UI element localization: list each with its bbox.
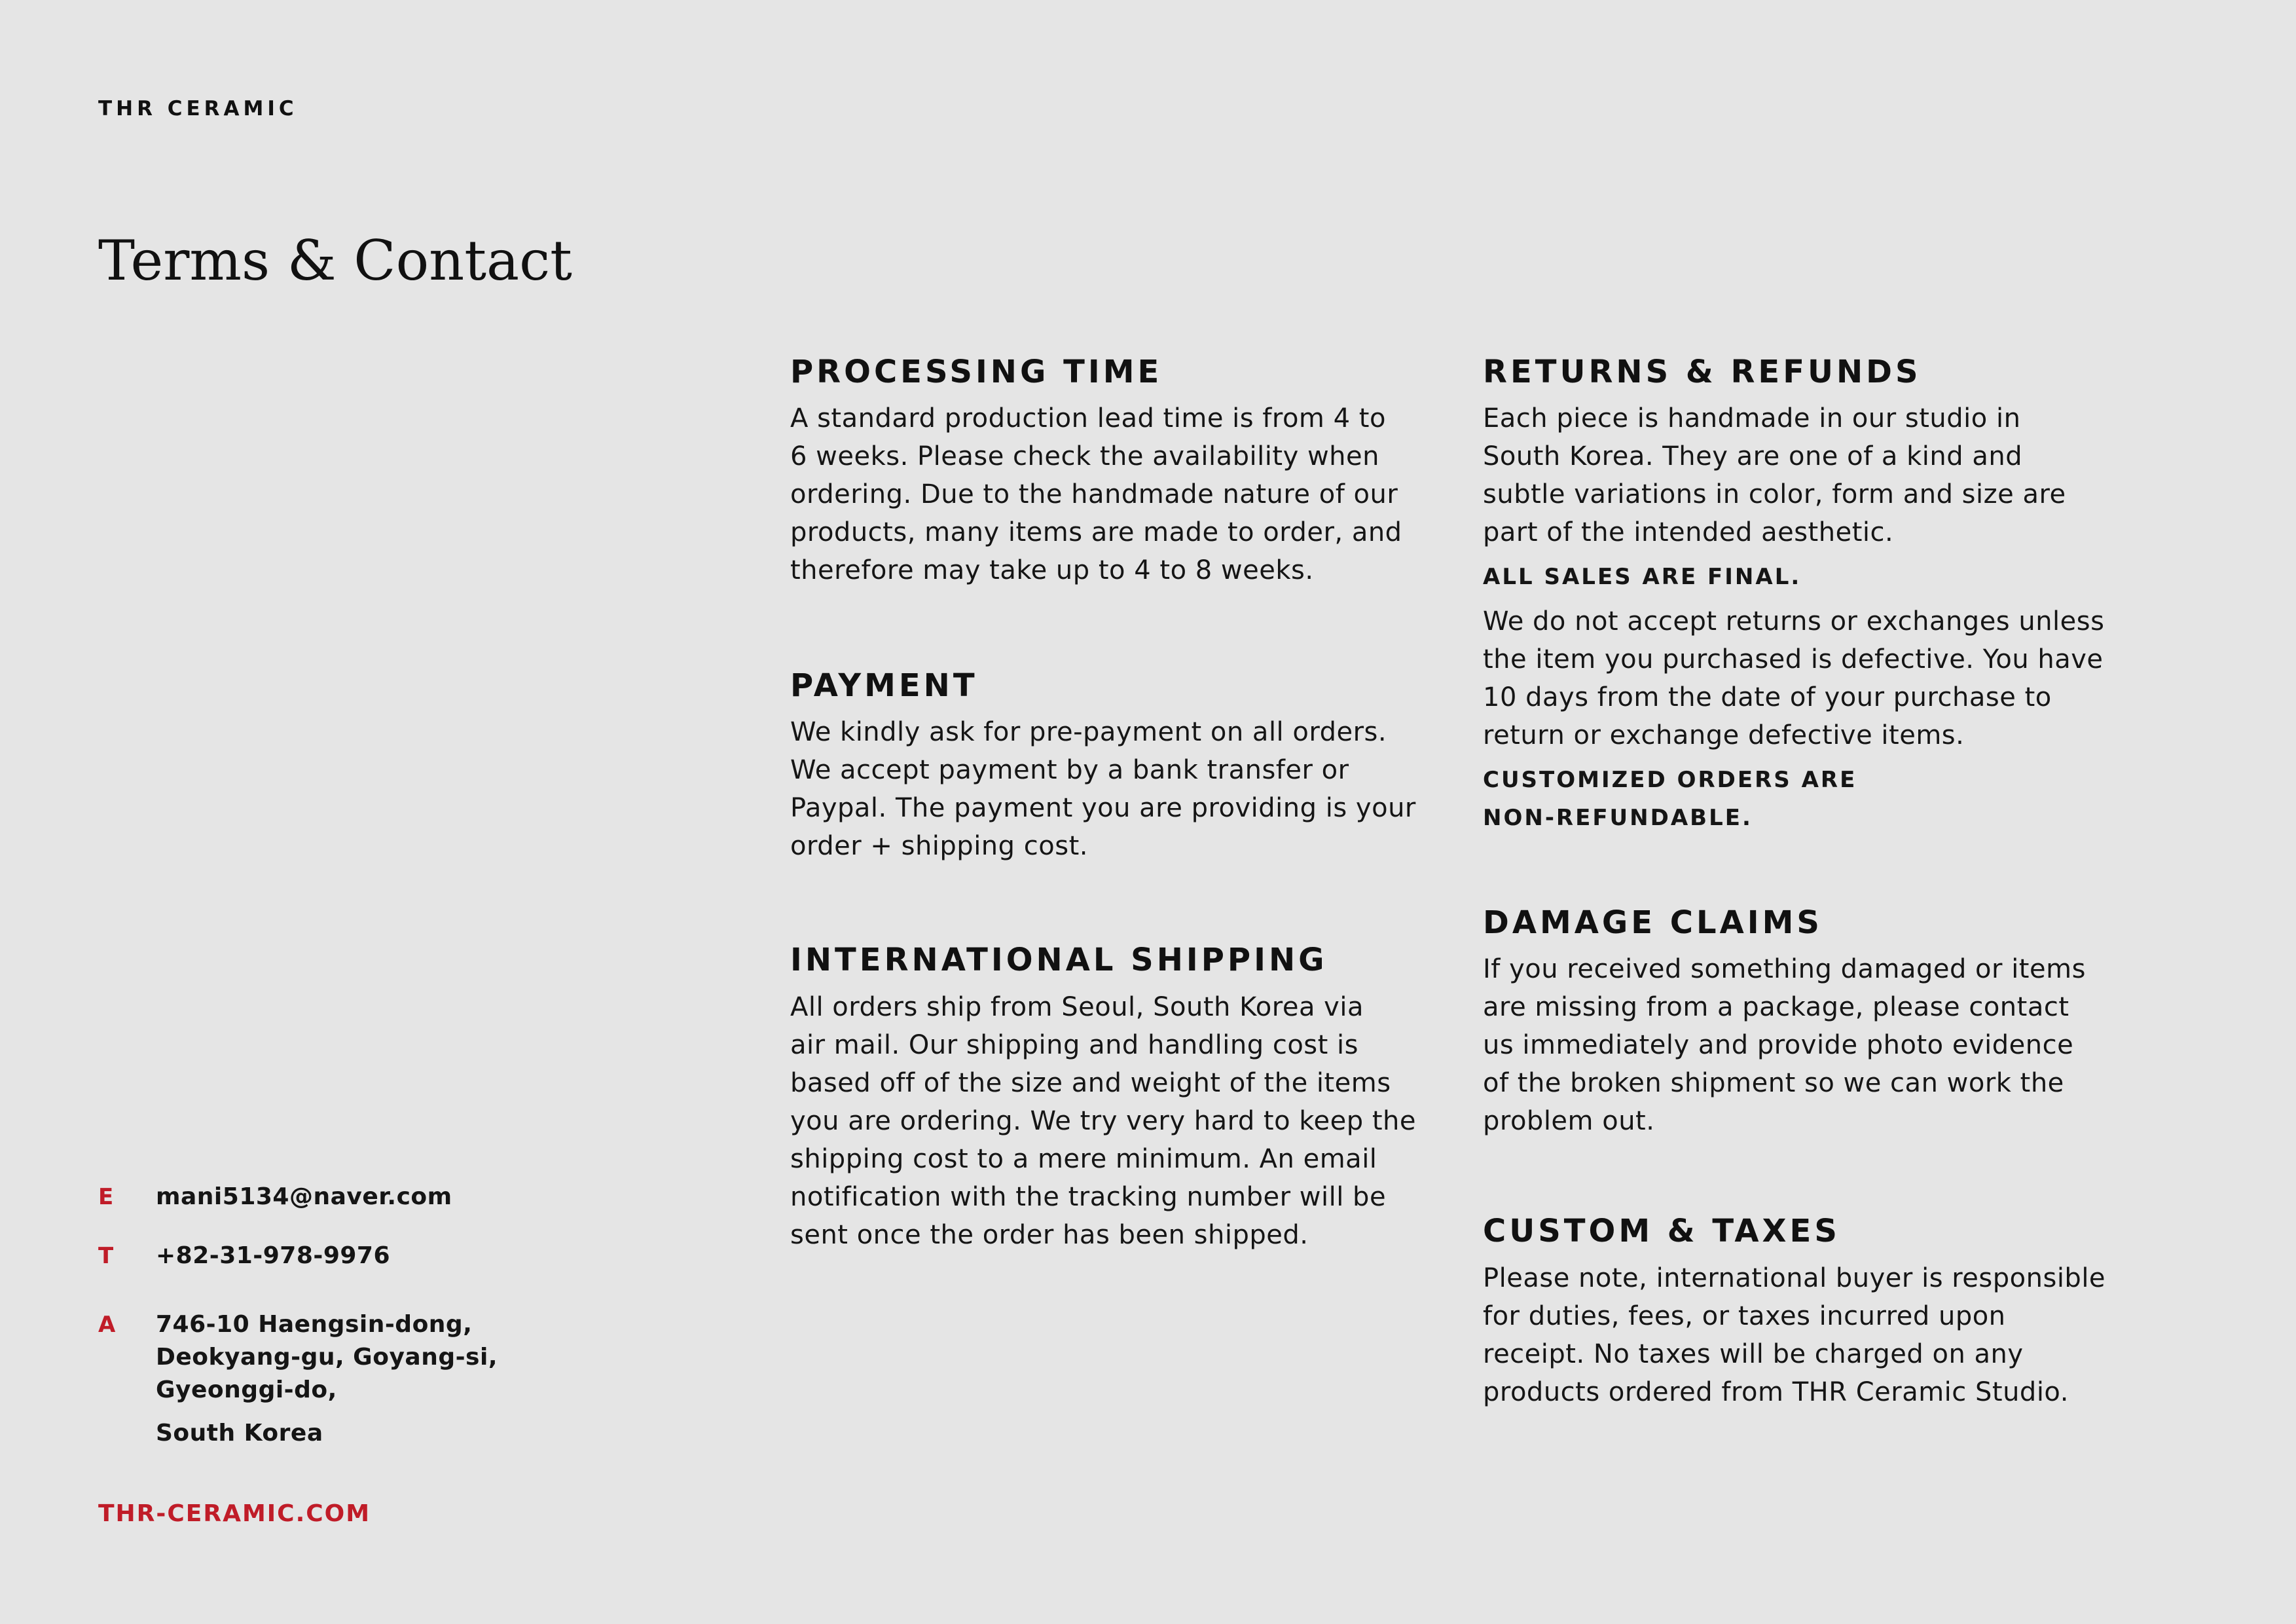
email-key-label: E — [98, 1184, 114, 1210]
section-heading: DAMAGE CLAIMS — [1483, 904, 1823, 942]
all-sales-final-note: ALL SALES ARE FINAL. — [1483, 564, 1802, 591]
section-body-secondary: We do not accept returns or exchanges unless the item you purchased is defective. You have 10 days from the date of your purchase to return or exchange defective items. — [1483, 606, 2105, 751]
phone-link[interactable]: +82-31-978-9976 — [156, 1242, 391, 1269]
page-title: Terms & Contact — [98, 229, 572, 293]
section-body: Please note, international buyer is responsible for duties, fees, or taxes incurred upon receipt. No taxes will be charged on any products ordered from THR Ceramic Studio. — [1483, 1263, 2106, 1407]
section-heading: PAYMENT — [790, 667, 978, 705]
contact-address-row — [98, 1308, 498, 1450]
section-body: All orders ship from Seoul, South Korea via air mail. Our shipping and handling cost is based off of the size and weight of the items you are ordering. We try very hard to keep the shipping cost to a mere minimum. An email notification with the tracking number will be sent once the order has been shipped. — [790, 991, 1417, 1250]
address-key-label: A — [98, 1312, 116, 1338]
section-body: If you received something damaged or items are missing from a package, please contact us immediately and provide photo evidence of the broken shipment so we can work the problem out. — [1483, 954, 2086, 1137]
section-body: A standard production lead time is from 4 to 6 weeks. Please check the availability when ordering. Due to the handmade nature of our products, many items are made to order, and therefore may take up to 4 to 8 weeks. — [790, 403, 1402, 586]
section-damage-claims — [1483, 905, 2157, 1140]
contact-email-row — [98, 1181, 498, 1213]
address-text: 746-10 Haengsin-dong, Deokyang-gu, Goyang-si, Gyeonggi-do, South Korea — [156, 1311, 498, 1447]
section-heading: PROCESSING TIME — [790, 354, 1163, 390]
section-body: Each piece is handmade in our studio in South Korea. They are one of a kind and subtle variations in color, form and size are part of the intended aesthetic. — [1483, 403, 2066, 548]
contact-phone-row — [98, 1240, 498, 1272]
phone-key-label: T — [98, 1243, 114, 1269]
section-processing-time — [790, 354, 1445, 589]
section-returns-refunds — [1483, 354, 2157, 837]
website-link[interactable]: THR-CERAMIC.COM — [98, 1500, 371, 1527]
contact-block — [98, 1181, 498, 1450]
terms-column-right — [1483, 354, 2157, 1485]
email-link[interactable]: mani5134@naver.com — [156, 1183, 452, 1210]
customized-orders-note: CUSTOMIZED ORDERS ARE NON-REFUNDABLE. — [1483, 767, 1857, 832]
section-international-shipping — [790, 942, 1445, 1253]
brand-name: THR CERAMIC — [98, 97, 298, 120]
section-body: We kindly ask for pre-payment on all orders. We accept payment by a bank transfer or Paypal. The payment you are providing is your order + shipping cost. — [790, 717, 1416, 862]
section-heading: CUSTOM & TAXES — [1483, 1213, 1840, 1250]
section-custom-taxes — [1483, 1213, 2157, 1411]
section-payment — [790, 668, 1445, 865]
section-heading: INTERNATIONAL SHIPPING — [790, 942, 1328, 979]
section-heading: RETURNS & REFUNDS — [1483, 354, 1922, 390]
terms-column-middle — [790, 354, 1445, 1333]
